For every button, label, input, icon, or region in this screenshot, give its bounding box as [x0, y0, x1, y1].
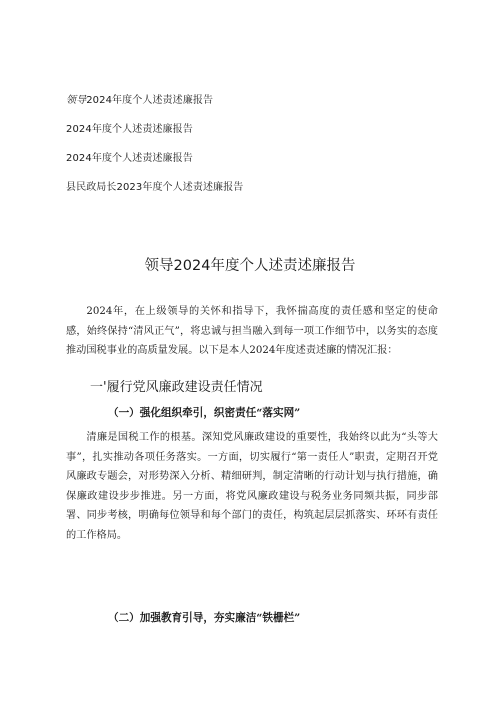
subsection-1-paragraph: 清廉是国税工作的根基。深知党风廉政建设的重要性，我始终以此为“头等大事”，扎实推动各项任务落实。一方面，切实履行“第一责任人”职责，定期召开党风廉政专题会，对形势深入分析、精细研判，制定清晰的行动计划与执行措施，确保廉政建设步步推进。另一方面，将党风廉政建设与税务业务同频共振，同步部署、同步考核，明确每位领导和每个部门的责任，构筑起层层抓落实、环环有责任的工作格局。: [66, 432, 438, 541]
toc-item-label: 县民政局长2023年度个人述责述廉报告: [66, 182, 244, 193]
toc-item-3[interactable]: [66, 152, 446, 166]
document-title: 领导2024年度个人述责述廉报告: [144, 258, 356, 274]
toc-item-4[interactable]: [66, 181, 446, 195]
toc-item-label: 2024年度个人述责述廉报告: [66, 124, 193, 135]
toc-item-label: 2024年度个人述责述廉报告: [86, 95, 214, 106]
toc-item-label: 2024年度个人述责述廉报告: [66, 153, 193, 164]
intro-paragraph: 2024年，在上级领导的关怀和指导下，我怀揣高度的责任感和坚定的使命感，始终保持“清风正气”，将忠诚与担当融入到每一项工作细节中，以务实的态度推动国税事业的高质量发展。以下是本人2024年度述责述廉的情况汇报：: [66, 306, 438, 357]
section-heading-1: 一'履行党风廉政建设责任情况: [90, 380, 263, 395]
subsection-heading-1: （一）强化组织牵引，织密责任“落实网”: [108, 407, 301, 419]
subsection-heading-2: （二）加强教育引导，夯实廉洁“铁栅栏”: [108, 612, 301, 624]
toc-item-1[interactable]: [66, 94, 446, 108]
toc-item-prefix: 领导: [66, 95, 87, 106]
table-of-contents: [66, 94, 446, 210]
toc-item-2[interactable]: [66, 123, 446, 137]
